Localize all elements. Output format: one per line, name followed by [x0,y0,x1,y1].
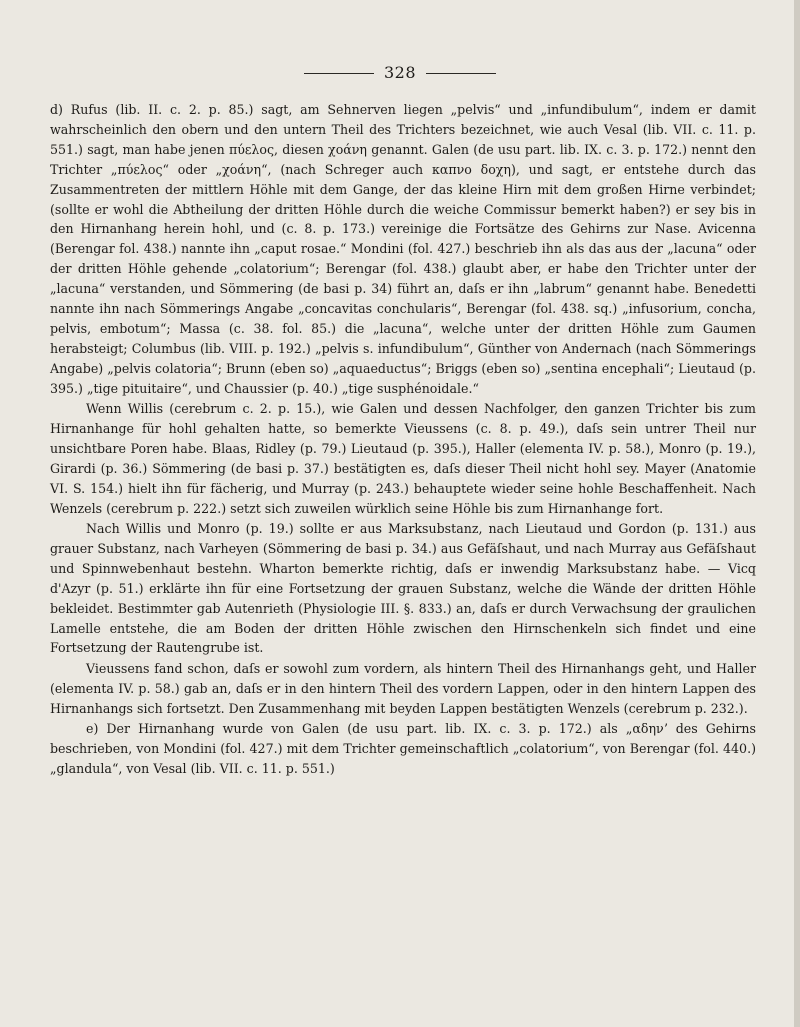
header-rule-left [304,73,374,74]
paragraph-vieussens: Vieussens fand schon, daſs er sowohl zum vordern, als hintern Theil des Hirnanhangs geht, und Haller (elementa IV. p. 58.) gab an, daſs er in den hintern Theil des vordern Lappen, oder in den hintern Lappen des Hirnanhangs sich fortsetzt. Den Zusammenhang mit beyden Lappen bestätigten Wenzels (cerebrum p. 232.). [50,660,756,716]
page-header [0,63,800,82]
page-number: 328 [383,63,417,82]
paragraph-substance: Nach Willis und Monro (p. 19.) sollte er aus Marksubstanz, nach Lieutaud und Gordon (p. 131.) aus grauer Substanz, nach Varheyen (Sömmering de basi p. 34.) aus Gefäſshaut, und nach Murray aus Gefäſshaut und Spinnwebenhaut bestehn. Wharton bemerkte richtig, daſs er inwendig Marksubstanz habe. — Vicq d'Azyr (p. 51.) erklärte ihn für eine Fortsetzung der grauen Substanz, welche die Wände der dritten Höhle bekleidet. Bestimmter gab Autenrieth (Physiologie III. §. 833.) an, daſs er durch Verwachsung der graulichen Lamelle entstehe, die am Boden der dritten Höhle zwischen den Hirnschenkeln sich findet und eine Fortsetzung der Rautengrube ist. [50,521,756,656]
paragraph-willis: Wenn Willis (cerebrum c. 2. p. 15.), wie Galen und dessen Nachfolger, den ganzen Trichter bis zum Hirnanhange für hohl gehalten hatte, so bemerkte Vieussens (c. 8. p. 49.), daſs sein untrer Theil nur unsichtbare Poren habe. Blaas, Ridley (p. 79.) Lieutaud (p. 395.), Haller (elementa IV. p. 58.), Monro (p. 19.), Girardi (p. 36.) Sömmering (de basi p. 37.) bestätigten es, daſs dieser Theil nicht hohl sey. Mayer (Anatomie VI. S. 154.) hielt ihn für fächerig, und Murray (p. 243.) behauptete wieder seine hohle Beschaffenheit. Nach Wenzels (cerebrum p. 222.) setzt sich zuweilen würklich seine Höhle bis zum Hirnanhange fort. [50,401,756,516]
page-body [50,100,756,779]
header-rule-right [426,73,496,74]
paragraph-footnote-d: d) Rufus (lib. II. c. 2. p. 85.) sagt, am Sehnerven liegen „pelvis“ und „infundibulum“, indem er damit wahrscheinlich den obern und den untern Theil des Trichters bezeichnet, wie auch Vesal (lib. VII. c. 11. p. 551.) sagt, man habe jenen πύελος, diesen χοάνη genannt. Galen (de usu part. lib. IX. c. 3. p. 172.) nennt den Trichter „πύελος“ oder „χοάνη“, (nach Schreger auch καπνο δοχη), und sagt, er entstehe durch das Zusammentreten der mittlern Höhle mit dem Gange, der das kleine Hirn mit dem großen Hirne verbindet; (sollte er wohl die Abtheilung der dritten Höhle durch die weiche Commissur bemerkt haben?) er sey bis in den Hirnanhang herein hohl, und (c. 8. p. 173.) vereinige die Fortsätze des Gehirns zur Nase. Avicenna (Berengar fol. 438.) nannte ihn „caput rosae.“ Mondini (fol. 427.) beschrieb ihn als das aus der „lacuna“ oder der dritten Höhle gehende „colatorium“; Berengar (fol. 438.) glaubt aber, er habe den Trichter unter der „lacuna“ verstanden, und Sömmering (de basi p. 34) führt an, daſs er ihn „labrum“ genannt habe. Benedetti nannte ihn nach Sömmerings Angabe „concavitas conchularis“, Berengar (fol. 438. sq.) „infusorium, concha, pelvis, embotum“; Massa (c. 38. fol. 85.) die „lacuna“, welche unter der dritten Höhle zum Gaumen herabsteigt; Columbus (lib. VIII. p. 192.) „pelvis s. infundibulum“, Günther von Andernach (nach Sömmerings Angabe) „pelvis colatoria“; Brunn (eben so) „aquaeductus“; Briggs (eben so) „sentina encephali“; Lieutaud (p. 395.) „tige pituitaire“, und Chaussier (p. 40.) „tige susphénoidale.“ [50,102,756,396]
paragraph-footnote-e: e) Der Hirnanhang wurde von Galen (de usu part. lib. IX. c. 3. p. 172.) als „αδηνʼ des Gehirns beschrieben, von Mondini (fol. 427.) mit dem Trichter gemeinschaftlich „colatorium“, von Berengar (fol. 440.) „glandula“, von Vesal (lib. VII. c. 11. p. 551.) [50,721,756,776]
